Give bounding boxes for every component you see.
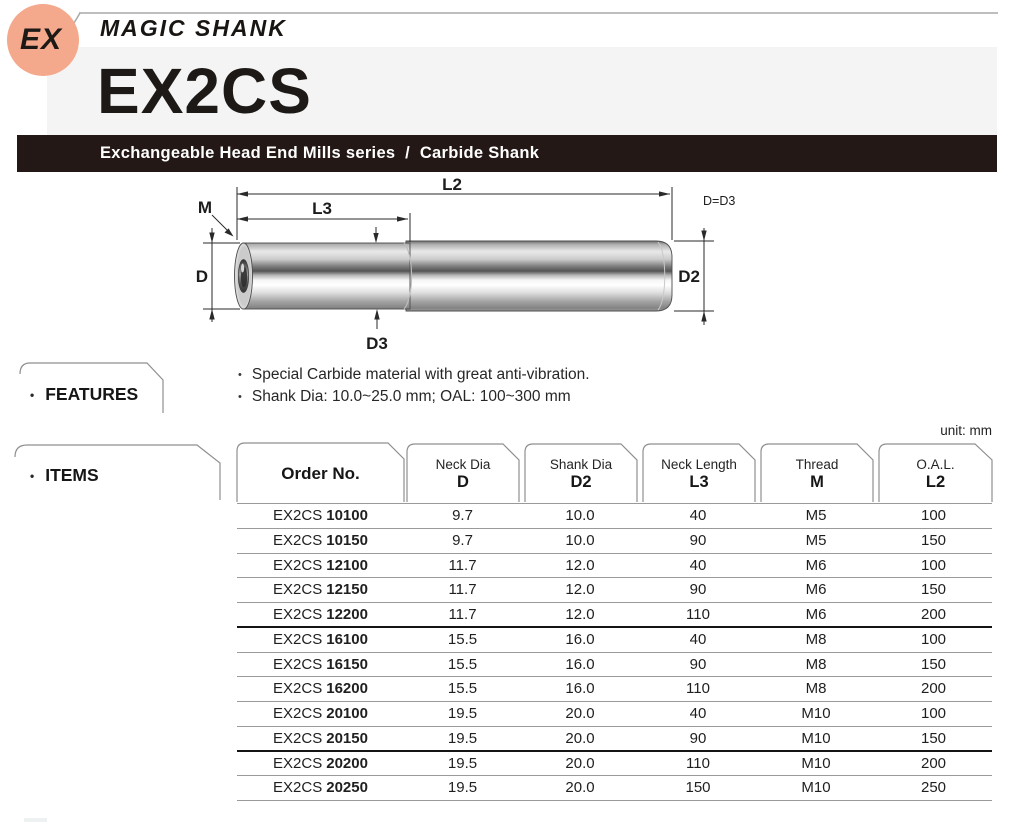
dim-label-d3: D3 (366, 334, 388, 353)
thread-cell: M10 (801, 705, 831, 722)
col-header-name: Neck Dia (435, 456, 491, 472)
thread-cell: M8 (805, 630, 827, 648)
order-no-cell: EX2CS 16100 (273, 630, 368, 648)
shank-dia-cell: 20.0 (565, 754, 595, 772)
oal-cell: 150 (920, 729, 947, 747)
thread-cell: M10 (801, 754, 831, 772)
dimension-lines (203, 187, 714, 329)
col-header-symbol: M (810, 472, 824, 491)
neck-length-cell: 90 (689, 581, 707, 599)
oal-cell: 150 (920, 655, 947, 673)
table-row (237, 554, 992, 579)
neck-dia-cell: 15.5 (447, 680, 478, 698)
oal-cell: 100 (920, 630, 947, 648)
shank-dia-cell: 12.0 (565, 556, 595, 574)
thread-hole (238, 260, 248, 293)
dim-label-m: M (197, 198, 213, 217)
neck-dia-cell: 19.5 (447, 705, 478, 722)
thread-hole-bore (241, 267, 247, 288)
thread-cell: M8 (805, 655, 827, 673)
neck-length-cell: 110 (686, 680, 710, 698)
thread-cell: M10 (801, 729, 831, 747)
bullet-icon: • (238, 369, 242, 381)
table-row (237, 628, 992, 653)
order-no-cell: EX2CS 16150 (273, 655, 368, 673)
oal-cell: 250 (920, 779, 947, 797)
table-row (237, 776, 992, 801)
col-header-order-no (237, 446, 404, 501)
table-row (237, 653, 992, 678)
neck-dia-cell: 11.7 (448, 606, 477, 623)
shank-end-curve (658, 242, 665, 310)
thread-cell: M8 (805, 680, 827, 698)
neck-dia-cell: 19.5 (447, 779, 478, 797)
neck-body (243, 243, 410, 309)
items-title-label: ITEMS (45, 465, 99, 485)
neck-length-cell: 110 (686, 606, 710, 623)
bullet-icon: • (30, 468, 35, 483)
table-row (237, 727, 992, 752)
order-no-cell: EX2CS 20150 (273, 729, 368, 747)
shank-dia-cell: 16.0 (565, 680, 595, 698)
oal-cell: 100 (920, 507, 947, 524)
col-header-symbol: D2 (570, 472, 592, 491)
table-row (237, 603, 992, 628)
neck-length-cell: 40 (689, 705, 707, 722)
order-no-cell: EX2CS 10150 (273, 531, 368, 549)
order-no-cell: EX2CS 20250 (273, 779, 368, 797)
neck-length-cell: 150 (685, 779, 711, 797)
feature-item (238, 364, 590, 386)
feature-text: Shank Dia: 10.0~25.0 mm; OAL: 100~300 mm (251, 388, 571, 405)
shank-dia-cell: 20.0 (565, 729, 595, 747)
neck-length-cell: 90 (689, 655, 707, 673)
front-face (235, 243, 253, 309)
neck-dia-cell: 15.5 (447, 655, 478, 673)
col-header-name: Shank Dia (549, 456, 613, 472)
col-header-symbol: D (457, 472, 469, 491)
front-face-shade (237, 246, 251, 306)
features-title (30, 384, 138, 405)
thread-hole-highlight (241, 264, 244, 273)
neck-dia-cell: 11.7 (448, 581, 477, 599)
thread-cell: M5 (805, 531, 827, 549)
bullet-icon: • (238, 391, 242, 403)
series-bar (17, 135, 997, 172)
order-no-cell: EX2CS 12100 (273, 556, 368, 574)
neck-length-cell: 90 (689, 729, 707, 747)
product-code-title: EX2CS (97, 55, 312, 127)
shank-dia-cell: 10.0 (565, 507, 595, 524)
col-header-symbol: L3 (689, 472, 709, 491)
items-table (237, 503, 992, 801)
series-bar-text: Exchangeable Head End Mills series / Carbide Shank (100, 144, 540, 162)
col-header-name: Thread (795, 456, 839, 472)
order-no-cell: EX2CS 16200 (273, 680, 368, 698)
order-no-cell: EX2CS 20100 (273, 705, 368, 722)
col-header-shank-dia (525, 446, 637, 501)
neck-dia-cell: 19.5 (447, 754, 478, 772)
dim-note-d-equals-d3: D=D3 (703, 194, 736, 208)
footer-artifact (24, 818, 47, 822)
neck-dia-cell: 19.5 (447, 729, 478, 747)
order-no-cell: EX2CS 12150 (273, 581, 368, 599)
order-no-cell: EX2CS 12200 (273, 606, 368, 623)
col-header-oal (879, 446, 992, 501)
ex-badge: EX (7, 4, 79, 76)
neck-dia-cell: 9.7 (452, 531, 473, 549)
neck-length-cell: 40 (689, 507, 707, 524)
shank-dia-cell: 16.0 (565, 655, 595, 673)
thread-cell: M6 (805, 606, 827, 623)
neck-length-cell: 110 (686, 754, 710, 772)
shank-dia-cell: 12.0 (565, 581, 595, 599)
shank-dia-cell: 20.0 (565, 705, 595, 722)
dim-label-d2: D2 (678, 267, 700, 286)
features-list (238, 364, 590, 408)
oal-cell: 100 (920, 705, 947, 722)
dim-label-l2: L2 (442, 175, 462, 194)
table-row (237, 677, 992, 702)
oal-cell: 100 (920, 556, 947, 574)
shank-drawing (235, 241, 673, 311)
col-header-name: Neck Length (661, 456, 737, 472)
neck-dia-cell: 15.5 (447, 630, 478, 648)
neck-length-cell: 40 (689, 556, 707, 574)
order-no-cell: EX2CS 20200 (273, 754, 368, 772)
items-title (30, 465, 99, 486)
shank-dia-cell: 10.0 (565, 531, 595, 549)
thread-cell: M6 (805, 581, 827, 599)
col-header-neck-length (643, 446, 755, 501)
shank-dia-cell: 16.0 (565, 630, 595, 648)
oal-cell: 200 (920, 606, 947, 623)
oal-cell: 200 (920, 680, 947, 698)
oal-cell: 150 (920, 531, 947, 549)
col-header-symbol: L2 (925, 472, 946, 491)
shank-dia-cell: 12.0 (565, 606, 595, 623)
col-header-label: Order No. (281, 464, 360, 483)
col-header-thread (761, 446, 873, 501)
table-row (237, 752, 992, 777)
shank-dia-cell: 20.0 (565, 779, 595, 797)
dim-label-d: D (195, 267, 208, 286)
bullet-icon: • (30, 387, 35, 402)
oal-cell: 150 (920, 581, 947, 599)
unit-note: unit: mm (940, 423, 992, 438)
table-row (237, 529, 992, 554)
feature-text: Special Carbide material with great anti-vibration. (251, 366, 590, 383)
shank-body (406, 241, 672, 311)
col-header-neck-dia (407, 446, 519, 501)
thread-cell: M10 (801, 779, 831, 797)
feature-item (238, 386, 590, 408)
thread-cell: M6 (805, 556, 827, 574)
col-header-name: O.A.L. (916, 456, 955, 472)
features-title-label: FEATURES (45, 384, 139, 404)
table-row (237, 578, 992, 603)
dim-label-l3: L3 (312, 199, 332, 218)
neck-dia-cell: 9.7 (452, 507, 473, 524)
neck-length-cell: 40 (689, 630, 707, 648)
brand-title: MAGIC SHANK (100, 15, 287, 41)
oal-cell: 200 (920, 754, 947, 772)
neck-dia-cell: 11.7 (448, 556, 477, 574)
neck-transition-curve (404, 243, 412, 309)
table-row (237, 504, 992, 529)
neck-length-cell: 90 (689, 531, 707, 549)
thread-cell: M5 (805, 507, 827, 524)
table-row (237, 702, 992, 727)
order-no-cell: EX2CS 10100 (273, 507, 368, 524)
